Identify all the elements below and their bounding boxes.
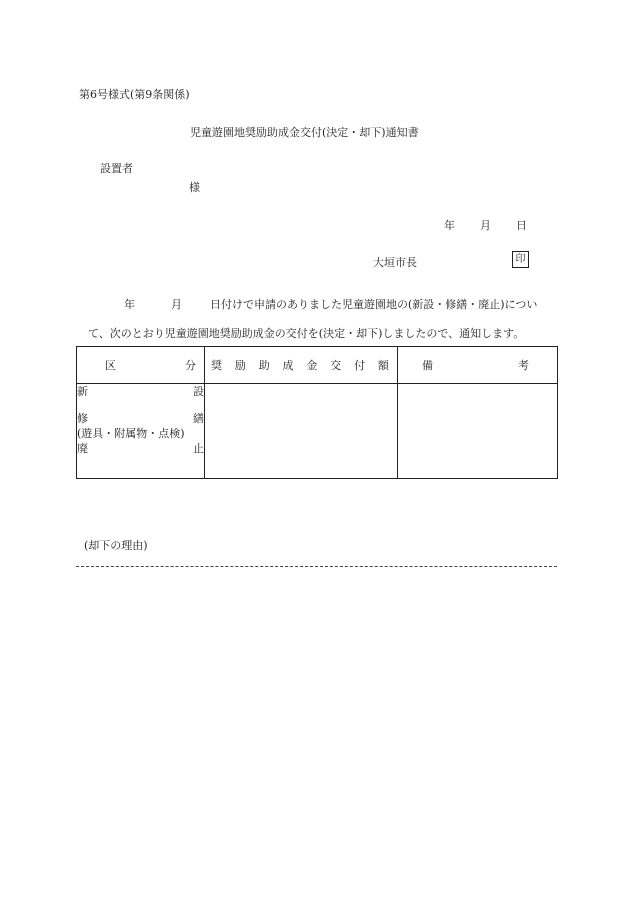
recipient-honorific: 様 bbox=[189, 181, 200, 194]
body-line1-rest: 日付けで申請のありました児童遊園地の(新設・修繕・廃止)につい bbox=[210, 298, 538, 311]
issuer-name: 大垣市長 bbox=[373, 256, 417, 269]
header-amount-char: 交 bbox=[330, 359, 342, 372]
header-remarks-char: 考 bbox=[518, 359, 529, 372]
date-day-label: 日 bbox=[516, 219, 527, 232]
header-amount-char: 奨 bbox=[211, 359, 222, 372]
form-number: 第6号様式(第9条関係) bbox=[79, 88, 190, 101]
table-row bbox=[77, 384, 558, 479]
header-amount-char: 助 bbox=[258, 359, 270, 372]
document-title: 児童遊園地奨励助成金交付(決定・却下)通知書 bbox=[190, 126, 419, 139]
grant-amount-cell[interactable] bbox=[205, 384, 398, 479]
header-category-char: 分 bbox=[185, 359, 196, 372]
category-repair bbox=[77, 411, 204, 426]
remarks-cell[interactable] bbox=[398, 384, 558, 479]
date-year-label: 年 bbox=[444, 219, 455, 232]
body-text-line-2: て、次のとおり児童遊園地奨励助成金の交付を(決定・却下)しましたので、通知します。 bbox=[88, 327, 525, 340]
category-abolish bbox=[77, 441, 204, 456]
rejection-reason-label: (却下の理由) bbox=[84, 539, 148, 552]
category-cell bbox=[77, 384, 205, 479]
body-month: 月 bbox=[171, 298, 182, 311]
header-amount-char: 付 bbox=[354, 359, 366, 372]
body-year: 年 bbox=[124, 298, 135, 311]
table-header-row bbox=[77, 347, 558, 384]
header-remarks-char: 備 bbox=[422, 359, 433, 372]
date-month-label: 月 bbox=[480, 219, 491, 232]
rejection-reason-line bbox=[76, 566, 557, 567]
header-category-char: 区 bbox=[105, 359, 116, 372]
category-new-char: 新 bbox=[77, 385, 88, 398]
recipient-label: 設置者 bbox=[100, 162, 133, 175]
category-repair-char: 修 bbox=[77, 412, 88, 425]
header-remarks bbox=[398, 347, 558, 384]
header-amount-char: 成 bbox=[282, 359, 294, 372]
header-amount-char: 励 bbox=[234, 359, 246, 372]
header-amount-char: 額 bbox=[377, 359, 389, 372]
body-text-line-1 bbox=[124, 296, 537, 312]
grant-table bbox=[76, 346, 558, 479]
category-repair-char: 繕 bbox=[193, 412, 204, 425]
category-abolish-char: 止 bbox=[193, 442, 204, 455]
header-grant-amount bbox=[205, 347, 398, 384]
seal-box: 印 bbox=[512, 251, 529, 268]
category-new-char: 設 bbox=[193, 385, 204, 398]
category-abolish-char: 廃 bbox=[77, 442, 88, 455]
category-new bbox=[77, 384, 204, 399]
category-repair-note-text: (遊具・附属物・点検) bbox=[77, 427, 185, 440]
category-repair-note bbox=[77, 426, 204, 441]
header-category bbox=[77, 347, 205, 384]
header-amount-char: 金 bbox=[306, 359, 318, 372]
